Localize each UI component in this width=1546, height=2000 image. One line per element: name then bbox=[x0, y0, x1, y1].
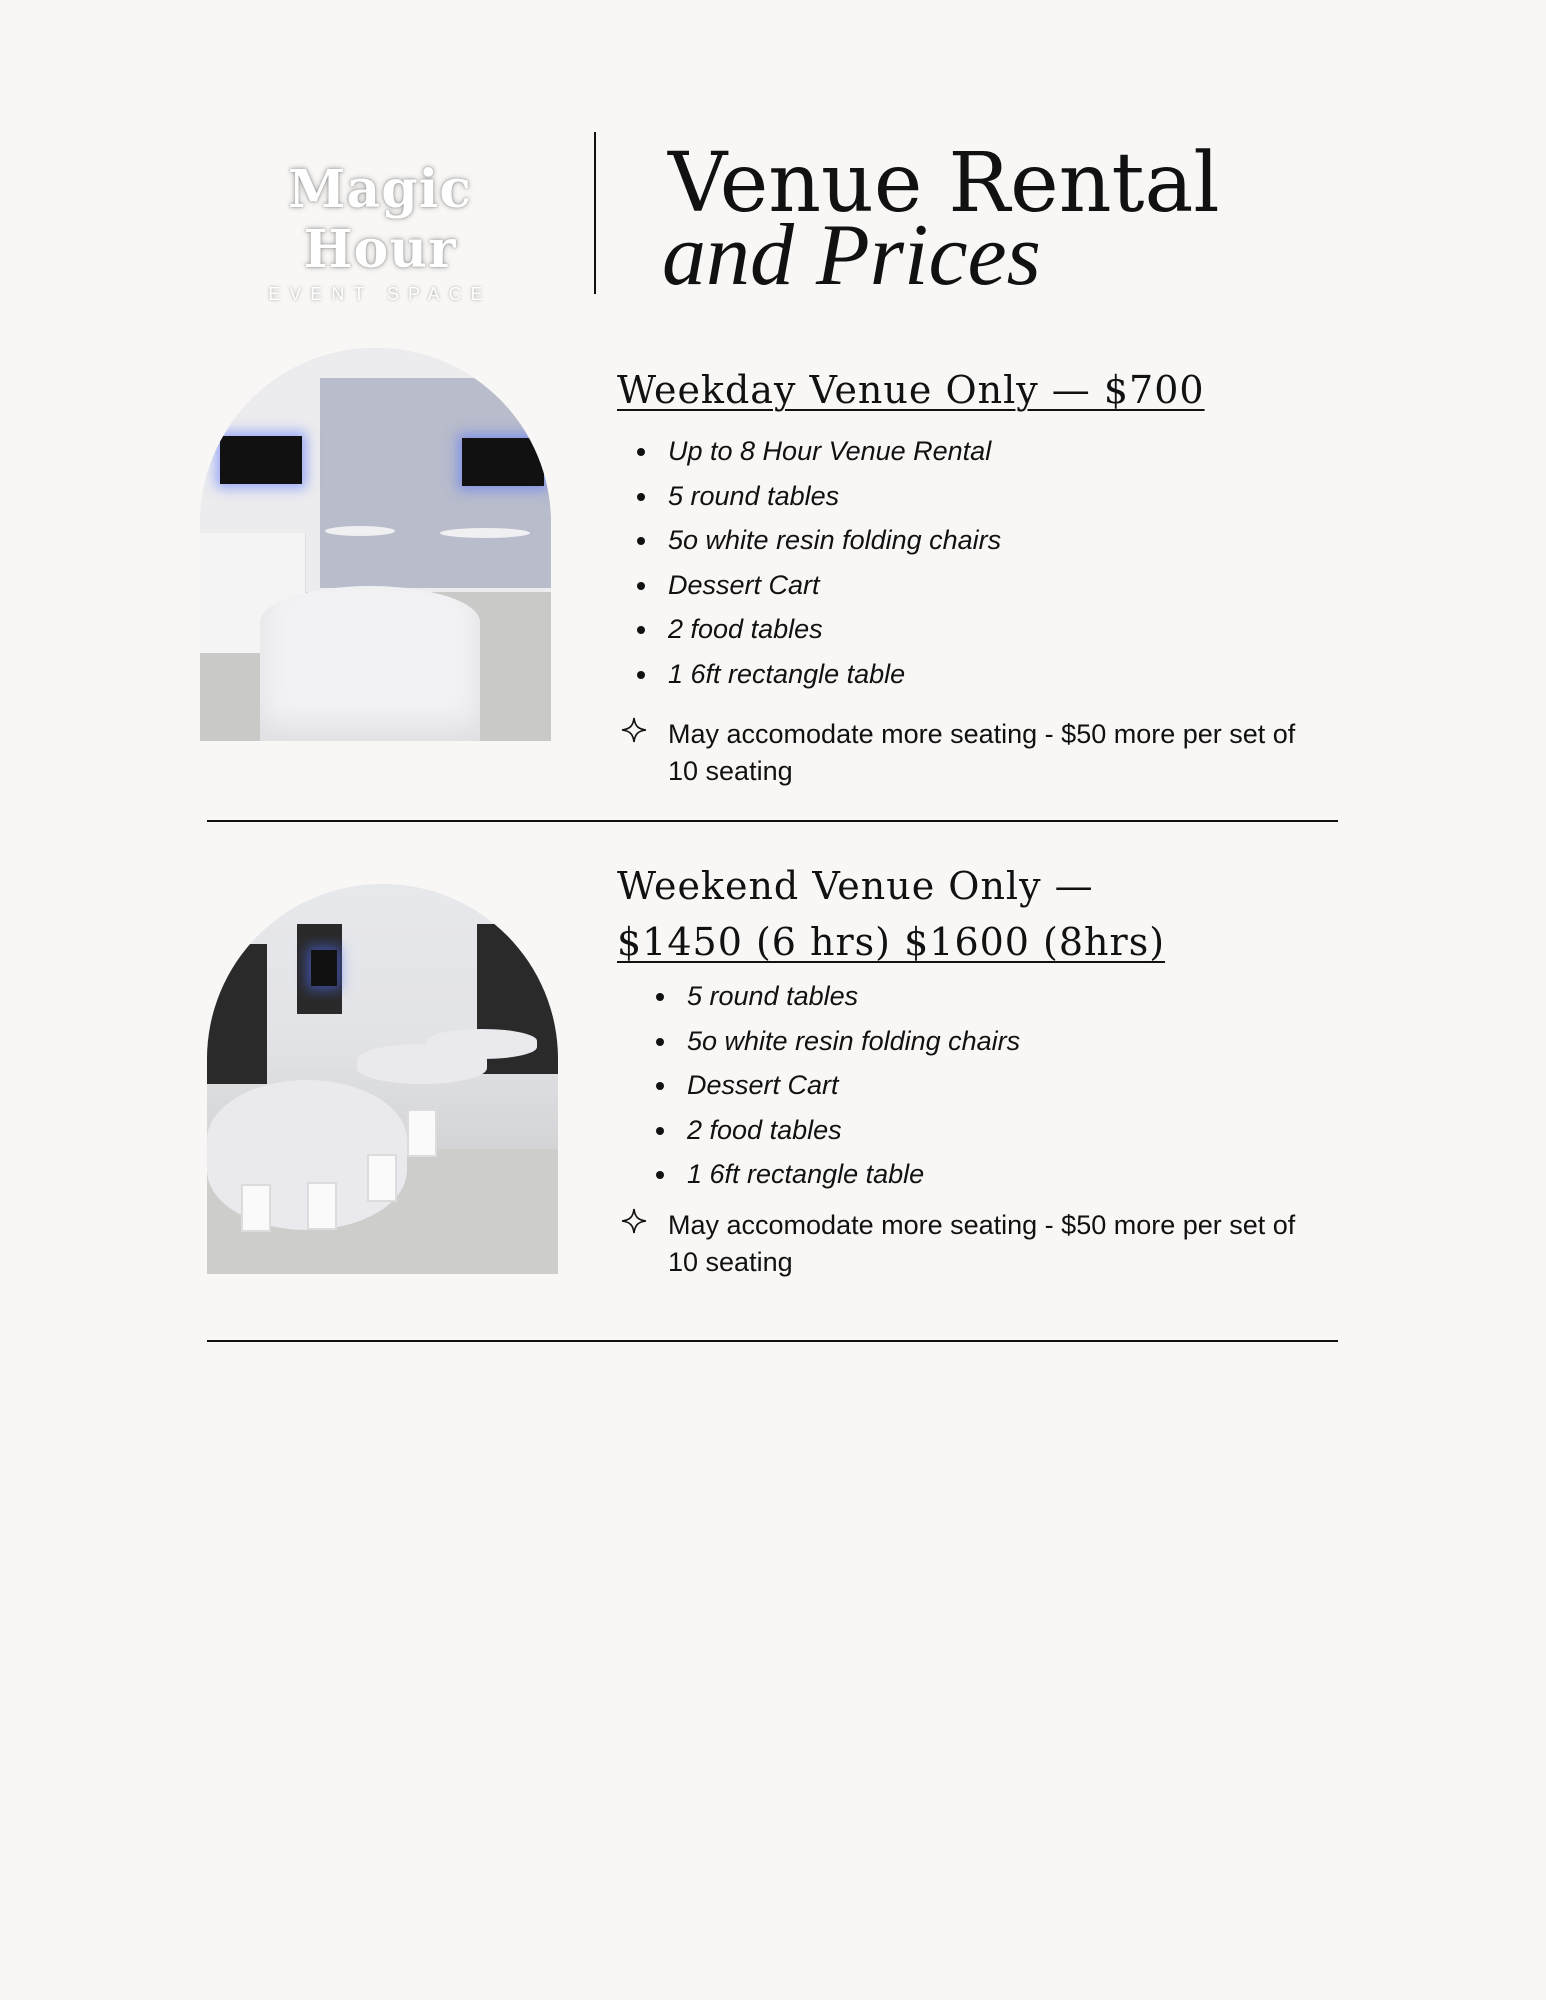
list-item: 2 food tables bbox=[620, 607, 1001, 652]
list-item: Dessert Cart bbox=[620, 563, 1001, 608]
section-divider bbox=[207, 820, 1338, 822]
sparkle-icon bbox=[620, 1207, 648, 1235]
page-title: Venue Rental bbox=[668, 136, 1220, 231]
list-item: 1 6ft rectangle table bbox=[639, 1152, 1020, 1197]
weekday-title: Weekday Venue Only — $700 bbox=[617, 368, 1205, 412]
logo-wordmark: Magic Hour bbox=[287, 159, 473, 280]
logo-subtitle: EVENT SPACE bbox=[268, 284, 492, 304]
list-item: 5 round tables bbox=[620, 474, 1001, 519]
photo-chair bbox=[307, 1182, 337, 1230]
weekend-item-list bbox=[639, 974, 1020, 1197]
sparkle-icon bbox=[620, 716, 648, 744]
header-divider bbox=[594, 132, 596, 294]
weekend-note-text: May accomodate more seating - $50 more per set of 10 seating bbox=[668, 1210, 1296, 1277]
section-divider bbox=[207, 1340, 1338, 1342]
photo-table bbox=[440, 528, 530, 538]
photo-table bbox=[325, 526, 395, 536]
photo-chair bbox=[241, 1184, 271, 1232]
photo-window bbox=[207, 944, 267, 1084]
list-item: 5 round tables bbox=[639, 974, 1020, 1019]
list-item: 5o white resin folding chairs bbox=[639, 1019, 1020, 1064]
list-item: 2 food tables bbox=[639, 1108, 1020, 1153]
weekday-venue-photo bbox=[200, 348, 551, 741]
weekday-note-text: May accomodate more seating - $50 more per set of 10 seating bbox=[668, 719, 1296, 786]
list-item: Dessert Cart bbox=[639, 1063, 1020, 1108]
weekend-price: $1450 (6 hrs) $1600 (8hrs) bbox=[617, 920, 1166, 964]
photo-chair bbox=[407, 1109, 437, 1157]
photo-cocktail-table bbox=[260, 586, 480, 741]
photo-table bbox=[427, 1029, 537, 1059]
page-subtitle: and Prices bbox=[662, 207, 1041, 304]
magic-hour-logo bbox=[220, 159, 540, 304]
list-item: 5o white resin folding chairs bbox=[620, 518, 1001, 563]
weekend-venue-photo bbox=[207, 884, 558, 1274]
weekday-item-list bbox=[620, 429, 1001, 696]
photo-chair bbox=[367, 1154, 397, 1202]
list-item: Up to 8 Hour Venue Rental bbox=[620, 429, 1001, 474]
tv-screen bbox=[462, 438, 544, 486]
list-item: 1 6ft rectangle table bbox=[620, 652, 1001, 697]
weekend-title: Weekend Venue Only — bbox=[617, 864, 1094, 908]
tv-screen bbox=[311, 950, 337, 986]
tv-screen bbox=[220, 436, 302, 484]
